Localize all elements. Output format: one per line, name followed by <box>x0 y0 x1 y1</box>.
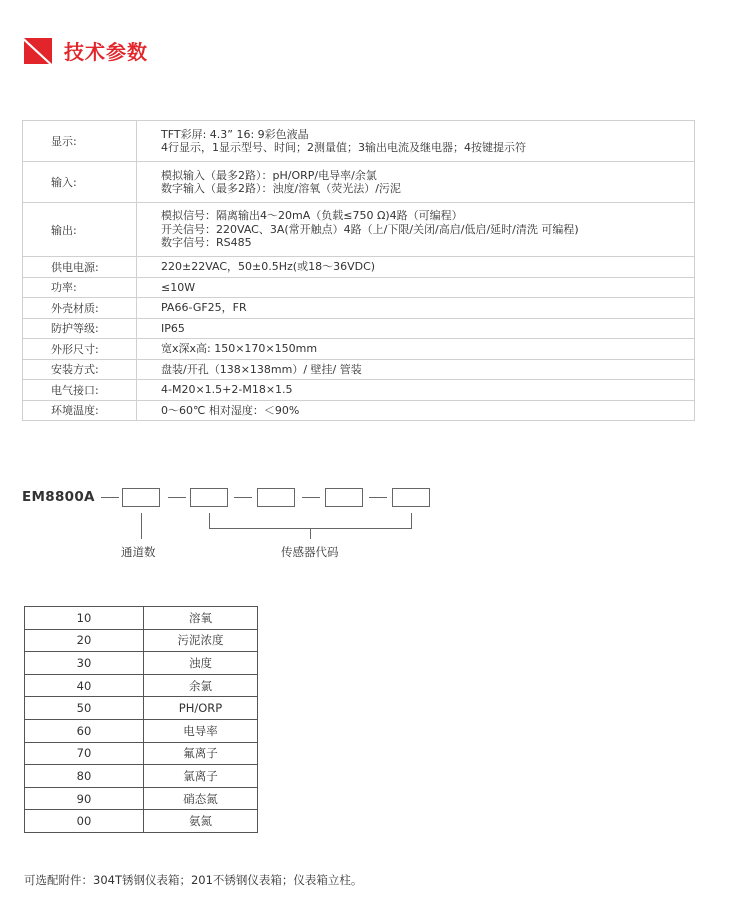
spec-label: 外形尺寸: <box>23 339 137 360</box>
sensor-code-table <box>24 606 258 833</box>
table-row <box>25 697 258 720</box>
spec-label: 供电电源: <box>23 257 137 278</box>
model-code-diagram <box>22 486 462 566</box>
spec-table <box>22 120 695 421</box>
spec-value: IP65 <box>137 318 695 339</box>
code-box-channel <box>122 488 160 507</box>
sensor-cell: 氯离子 <box>144 765 258 788</box>
table-row <box>25 607 258 630</box>
separator-dash <box>369 497 387 498</box>
sensor-bracket-right <box>411 513 412 529</box>
spec-value: TFT彩屏: 4.3” 16: 9彩色液晶 4行显示，1显示型号、时间；2测量值；3输出电流及继电器；4按键提示符 <box>137 121 695 162</box>
spec-row <box>23 339 695 360</box>
table-row <box>25 810 258 833</box>
spec-row <box>23 277 695 298</box>
spec-value: 宽x深x高: 150×170×150mm <box>137 339 695 360</box>
table-row <box>25 719 258 742</box>
code-cell: 90 <box>25 787 144 810</box>
spec-row <box>23 318 695 339</box>
model-name: EM8800A <box>22 489 95 505</box>
spec-row <box>23 359 695 380</box>
brand-logo-icon <box>24 38 52 64</box>
table-row <box>25 765 258 788</box>
spec-label: 输出: <box>23 203 137 257</box>
sensor-pointer <box>310 528 311 539</box>
spec-label: 电气接口: <box>23 380 137 401</box>
accessory-note: 可选配附件：304T锈钢仪表箱；201不锈钢仪表箱；仪表箱立柱。 <box>24 873 363 887</box>
page-title: 技术参数 <box>64 40 148 64</box>
sensor-cell: PH/ORP <box>144 697 258 720</box>
spec-label: 环境温度: <box>23 400 137 421</box>
table-row <box>25 742 258 765</box>
spec-label: 显示: <box>23 121 137 162</box>
spec-value: PA66-GF25，FR <box>137 298 695 319</box>
section-header <box>24 36 148 65</box>
spec-label: 输入: <box>23 162 137 203</box>
sensor-cell: 硝态氮 <box>144 787 258 810</box>
spec-value: 0～60℃ 相对湿度：＜90% <box>137 400 695 421</box>
table-row <box>25 652 258 675</box>
sensor-cell: 电导率 <box>144 719 258 742</box>
spec-row <box>23 257 695 278</box>
code-box-sensor-1 <box>190 488 228 507</box>
code-cell: 30 <box>25 652 144 675</box>
spec-value: 盘装/开孔（138×138mm）/ 壁挂/ 管装 <box>137 359 695 380</box>
code-cell: 80 <box>25 765 144 788</box>
sensor-cell: 污泥浓度 <box>144 629 258 652</box>
sensor-code-label: 传感器代码 <box>281 545 339 559</box>
spec-value: ≤10W <box>137 277 695 298</box>
sensor-cell: 氨氮 <box>144 810 258 833</box>
sensor-bracket-left <box>209 513 210 529</box>
spec-row <box>23 298 695 319</box>
spec-label: 安装方式: <box>23 359 137 380</box>
spec-value: 4-M20×1.5+2-M18×1.5 <box>137 380 695 401</box>
separator-dash <box>302 497 320 498</box>
spec-row <box>23 203 695 257</box>
spec-value: 模拟输入（最多2路）：pH/ORP/电导率/余氯 数字输入（最多2路）：浊度/溶氧（荧光法）/污泥 <box>137 162 695 203</box>
sensor-cell: 溶氧 <box>144 607 258 630</box>
code-box-sensor-3 <box>325 488 363 507</box>
table-row <box>25 674 258 697</box>
separator-dash <box>234 497 252 498</box>
code-box-sensor-2 <box>257 488 295 507</box>
spec-row <box>23 380 695 401</box>
code-cell: 40 <box>25 674 144 697</box>
sensor-cell: 浊度 <box>144 652 258 675</box>
code-cell: 60 <box>25 719 144 742</box>
code-cell: 20 <box>25 629 144 652</box>
separator-dash <box>101 497 119 498</box>
table-row <box>25 787 258 810</box>
sensor-cell: 氟离子 <box>144 742 258 765</box>
spec-row <box>23 400 695 421</box>
channel-pointer <box>141 513 142 539</box>
code-cell: 10 <box>25 607 144 630</box>
separator-dash <box>168 497 186 498</box>
code-cell: 50 <box>25 697 144 720</box>
table-row <box>25 629 258 652</box>
code-box-sensor-4 <box>392 488 430 507</box>
code-cell: 00 <box>25 810 144 833</box>
channel-label: 通道数 <box>121 545 156 559</box>
spec-label: 外壳材质: <box>23 298 137 319</box>
spec-label: 防护等级: <box>23 318 137 339</box>
sensor-cell: 余氯 <box>144 674 258 697</box>
spec-value: 220±22VAC，50±0.5Hz(或18～36VDC) <box>137 257 695 278</box>
code-cell: 70 <box>25 742 144 765</box>
spec-value: 模拟信号：隔离输出4～20mA（负载≤750 Ω)4路（可编程） 开关信号：220VAC、3A(常开触点）4路（上/下限/关闭/高启/低启/延时/清洗 可编程) 数字信号：RS485 <box>137 203 695 257</box>
spec-row <box>23 162 695 203</box>
spec-row <box>23 121 695 162</box>
spec-label: 功率: <box>23 277 137 298</box>
